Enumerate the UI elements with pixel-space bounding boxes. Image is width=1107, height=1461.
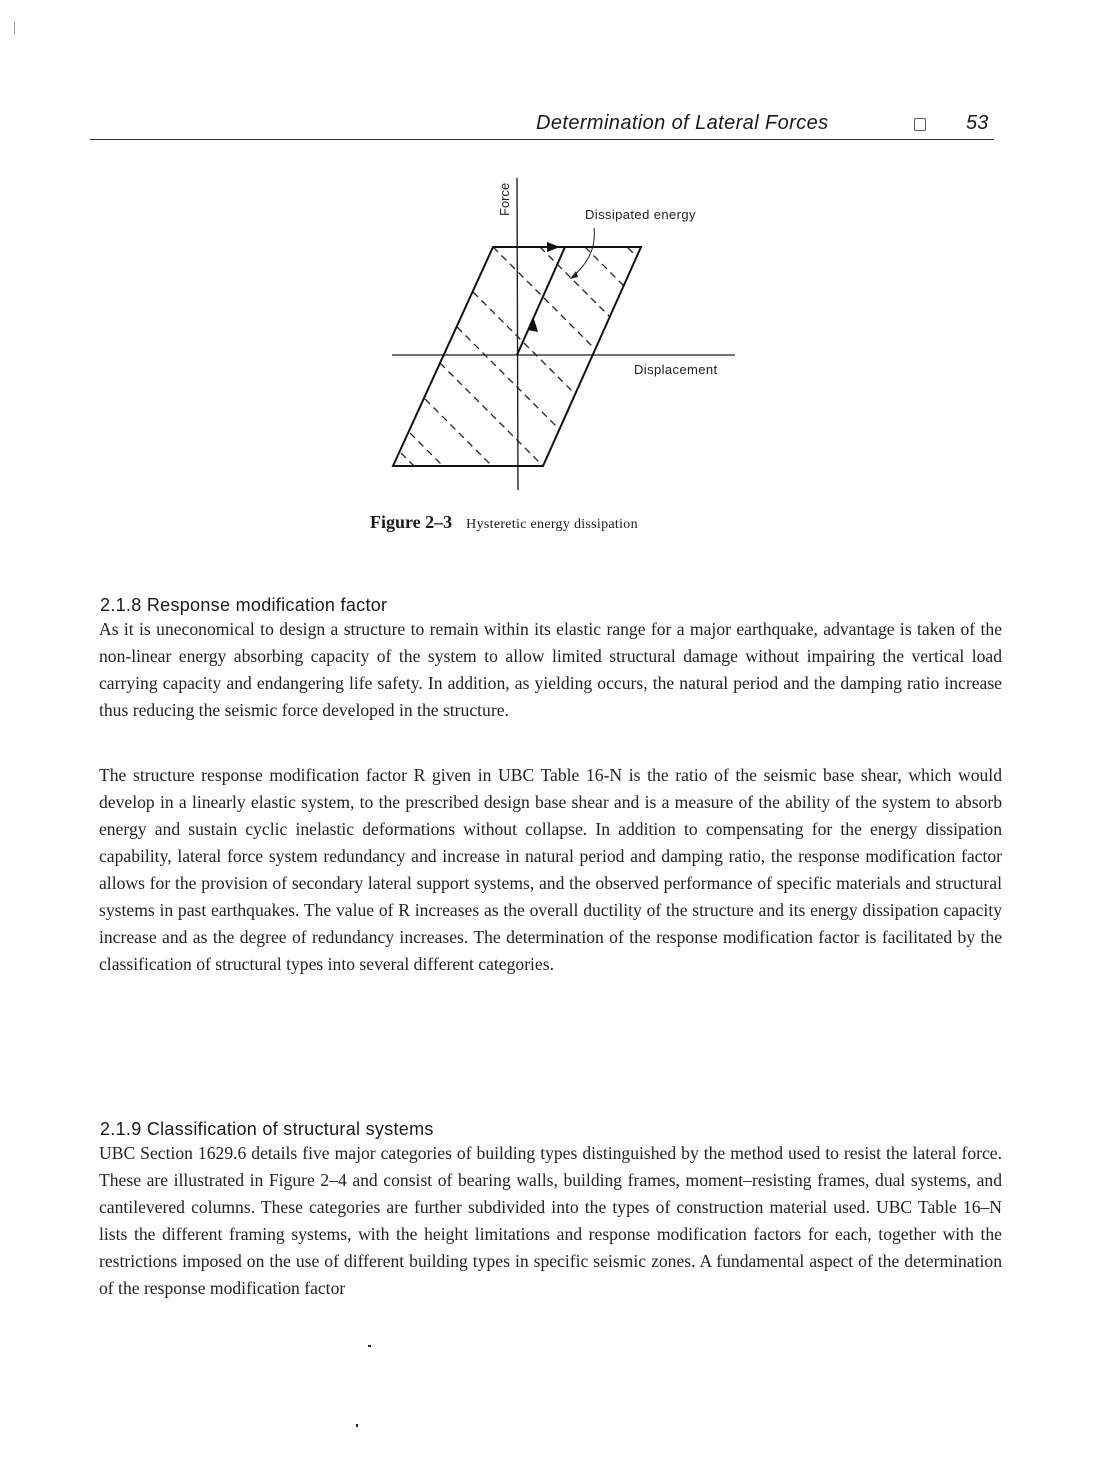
scan-speck [356,1424,358,1427]
paragraph: UBC Section 1629.6 details five major categories of building types distinguished by the method used to resist the lateral force. These are illustrated in Figure 2–4 and consist of bearing walls, building frames, moment–resisting frames, dual systems, and cantilevered columns. These categories are further subdivided into the types of construction material used. UBC Table 16–N lists the different framing systems, with the height limitations and response modification factors for each, together with the restrictions imposed on the use of different building types in specific seismic zones. A fundamental aspect of the determination of the response modification factor [99,1143,1002,1298]
right-arrow-icon [547,242,560,252]
figure-title: Hysteretic energy dissipation [466,517,638,532]
section-heading-2-1-9: 2.1.9 Classification of structural systems [100,1119,434,1139]
scan-speck [14,22,15,34]
scan-speck [368,1345,371,1347]
loading-path [517,247,565,355]
paragraph: As it is uneconomical to design a structure to remain within its elastic range for a major earthquake, advantage is taken of the non-linear energy absorbing capacity of the system to allow limited structural damage without impairing the vertical load carrying capacity and endangering life safety. In addition, as yielding occurs, the natural period and the damping ratio increase thus reducing the seismic force developed in the structure. [99,619,1002,720]
dissipated-energy-hatching [350,180,790,560]
paragraph: The structure response modification factor R given in UBC Table 16-N is the ratio of the seismic base shear, which would develop in a linearly elastic system, to the prescribed design base shear and is a measure of the ability of the system to absorb energy and sustain cyclic inelastic deformations without collapse. In addition to compensating for the energy dissipation capability, lateral force system redundancy and increase in natural period and damping ratio, the response modification factor allows for the provision of secondary lateral support systems, and the observed performance of specific materials and structural systems in past earthquakes. The value of R increases as the overall ductility of the structure and its energy dissipation capacity increase and as the degree of redundancy increases. The determination of the response modification factor is facilitated by the classification of structural types into several different categories. [99,765,1002,974]
section-heading-2-1-8: 2.1.8 Response modification factor [100,595,388,615]
page-number: 53 [966,112,989,134]
running-head-title: Determination of Lateral Forces [536,112,829,134]
force-axis-label: Force [497,182,512,216]
displacement-axis-label: Displacement [634,362,718,377]
figure-caption [370,512,638,533]
annotation-leader [572,228,594,277]
dissipated-energy-label: Dissipated energy [585,207,696,222]
force-axis [517,178,518,490]
figure-label: Figure 2–3 [370,512,453,532]
hysteresis-diagram [0,0,1107,560]
